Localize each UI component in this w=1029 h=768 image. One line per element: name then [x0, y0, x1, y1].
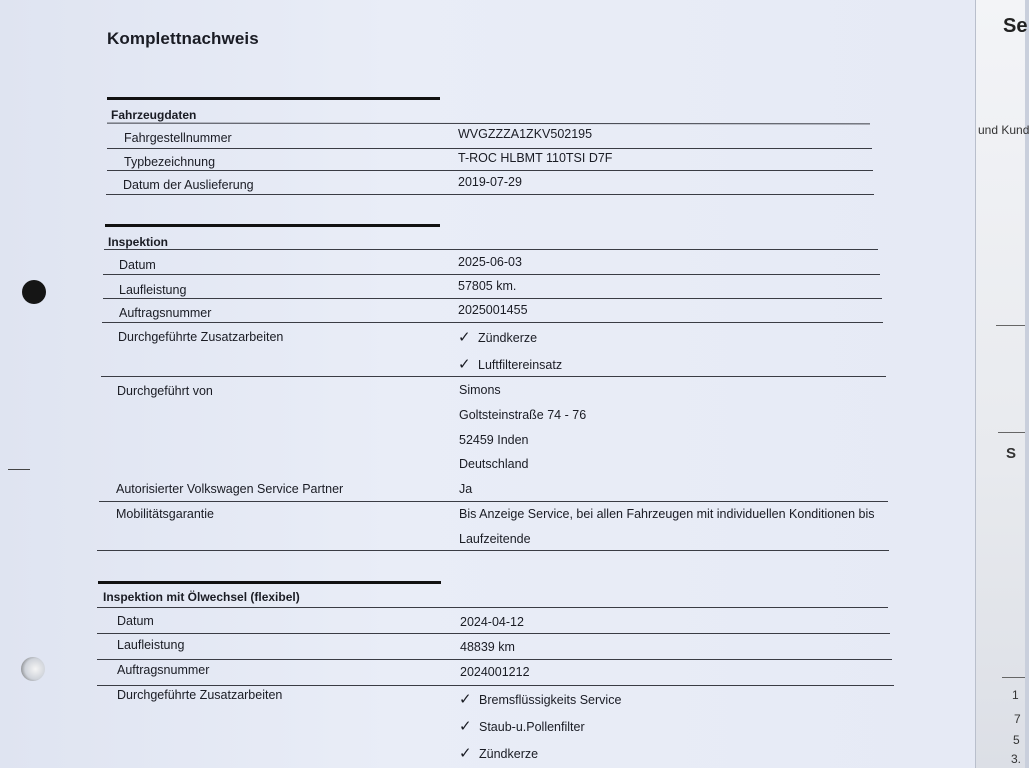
section-header-inspektion: Inspektion: [108, 235, 169, 249]
label-fahrgestellnummer: Fahrgestellnummer: [124, 131, 232, 145]
label-zusatzarbeiten: Durchgeführte Zusatzarbeiten: [118, 330, 284, 344]
row-divider: [97, 685, 894, 686]
label-auslieferung: Datum der Auslieferung: [123, 178, 254, 192]
value-service-partner: Ja: [459, 482, 473, 496]
label-laufleistung: Laufleistung: [119, 283, 187, 297]
check-icon: ✓: [459, 691, 472, 708]
fold-mark: [8, 469, 30, 470]
row-divider: [103, 274, 880, 275]
label-service-partner: Autorisierter Volkswagen Service Partner: [116, 482, 344, 496]
check-icon: ✓: [458, 356, 471, 373]
side-rule: [998, 432, 1025, 433]
punch-hole-top: [22, 280, 46, 304]
value-auslieferung: 2019-07-29: [458, 175, 522, 189]
label-typbezeichnung: Typbezeichnung: [124, 155, 216, 169]
section-bar: [105, 224, 440, 227]
side-rule: [1002, 677, 1025, 678]
label-auftragsnummer-2: Auftragsnummer: [117, 663, 210, 677]
value-fahrgestellnummer: WVGZZZA1ZKV502195: [458, 127, 593, 141]
row-divider: [102, 322, 883, 323]
value-auftragsnummer-2: 2024001212: [460, 665, 530, 679]
side-fragment: und Kund: [978, 123, 1029, 137]
list-item: ✓ Bremsflüssigkeits Service: [459, 691, 622, 708]
label-laufleistung-2: Laufleistung: [117, 638, 185, 652]
check-icon: ✓: [459, 718, 472, 735]
row-divider: [97, 607, 888, 608]
check-icon: ✓: [458, 329, 471, 346]
address-city: 52459 Inden: [459, 433, 529, 447]
row-divider: [107, 170, 873, 171]
row-divider: [103, 298, 882, 299]
value-typbezeichnung: T-ROC HLBMT 110TSI D7F: [458, 151, 613, 165]
check-icon: ✓: [459, 745, 472, 762]
value-datum-2: 2024-04-12: [460, 615, 524, 629]
address-street: Goltsteinstraße 74 - 76: [459, 408, 587, 422]
side-fragment: 7: [1014, 712, 1021, 726]
page-title: Komplettnachweis: [107, 29, 259, 48]
side-fragment: 1: [1012, 688, 1019, 702]
label-mobilitaetsgarantie: Mobilitätsgarantie: [116, 507, 214, 521]
label-auftragsnummer: Auftragsnummer: [119, 306, 212, 320]
value-auftragsnummer: 2025001455: [458, 303, 528, 317]
row-divider: [97, 633, 890, 634]
row-divider: [107, 123, 870, 125]
list-item: ✓ Luftfiltereinsatz: [458, 356, 563, 373]
section-bar: [107, 97, 440, 100]
address-name: Simons: [459, 383, 501, 397]
row-divider: [107, 148, 872, 149]
punch-hole-bottom: [21, 657, 45, 681]
adjacent-page: [975, 0, 1029, 768]
list-item: ✓ Zündkerze: [459, 745, 539, 762]
value-datum: 2025-06-03: [458, 255, 522, 269]
section-bar: [98, 581, 441, 584]
side-fragment: 5: [1013, 733, 1020, 747]
side-fragment: 3.: [1011, 752, 1022, 766]
value-mobilitaetsgarantie-line2: Laufzeitende: [459, 532, 531, 546]
list-item: ✓ Staub-u.Pollenfilter: [459, 718, 585, 735]
section-header-fahrzeugdaten: Fahrzeugdaten: [111, 108, 197, 122]
side-rule: [996, 325, 1025, 326]
row-divider: [97, 550, 889, 551]
value-laufleistung: 57805 km.: [458, 279, 517, 293]
side-fragment: Se: [1003, 15, 1028, 37]
list-item: ✓ Zündkerze: [458, 329, 538, 346]
label-zusatzarbeiten-2: Durchgeführte Zusatzarbeiten: [117, 688, 283, 702]
section-header-inspektion-oelwechsel: Inspektion mit Ölwechsel (flexibel): [103, 590, 300, 604]
row-divider: [99, 501, 888, 502]
label-datum: Datum: [119, 258, 156, 272]
row-divider: [106, 194, 874, 195]
row-divider: [101, 376, 886, 377]
label-durchgefuehrt-von: Durchgeführt von: [117, 384, 213, 398]
row-divider: [104, 249, 878, 250]
value-laufleistung-2: 48839 km: [460, 640, 515, 654]
row-divider: [97, 659, 892, 660]
side-fragment: S: [1006, 445, 1017, 462]
value-mobilitaetsgarantie-line1: Bis Anzeige Service, bei allen Fahrzeugen mit individuellen Konditionen bis: [459, 507, 875, 521]
address-country: Deutschland: [459, 457, 529, 471]
label-datum-2: Datum: [117, 614, 154, 628]
